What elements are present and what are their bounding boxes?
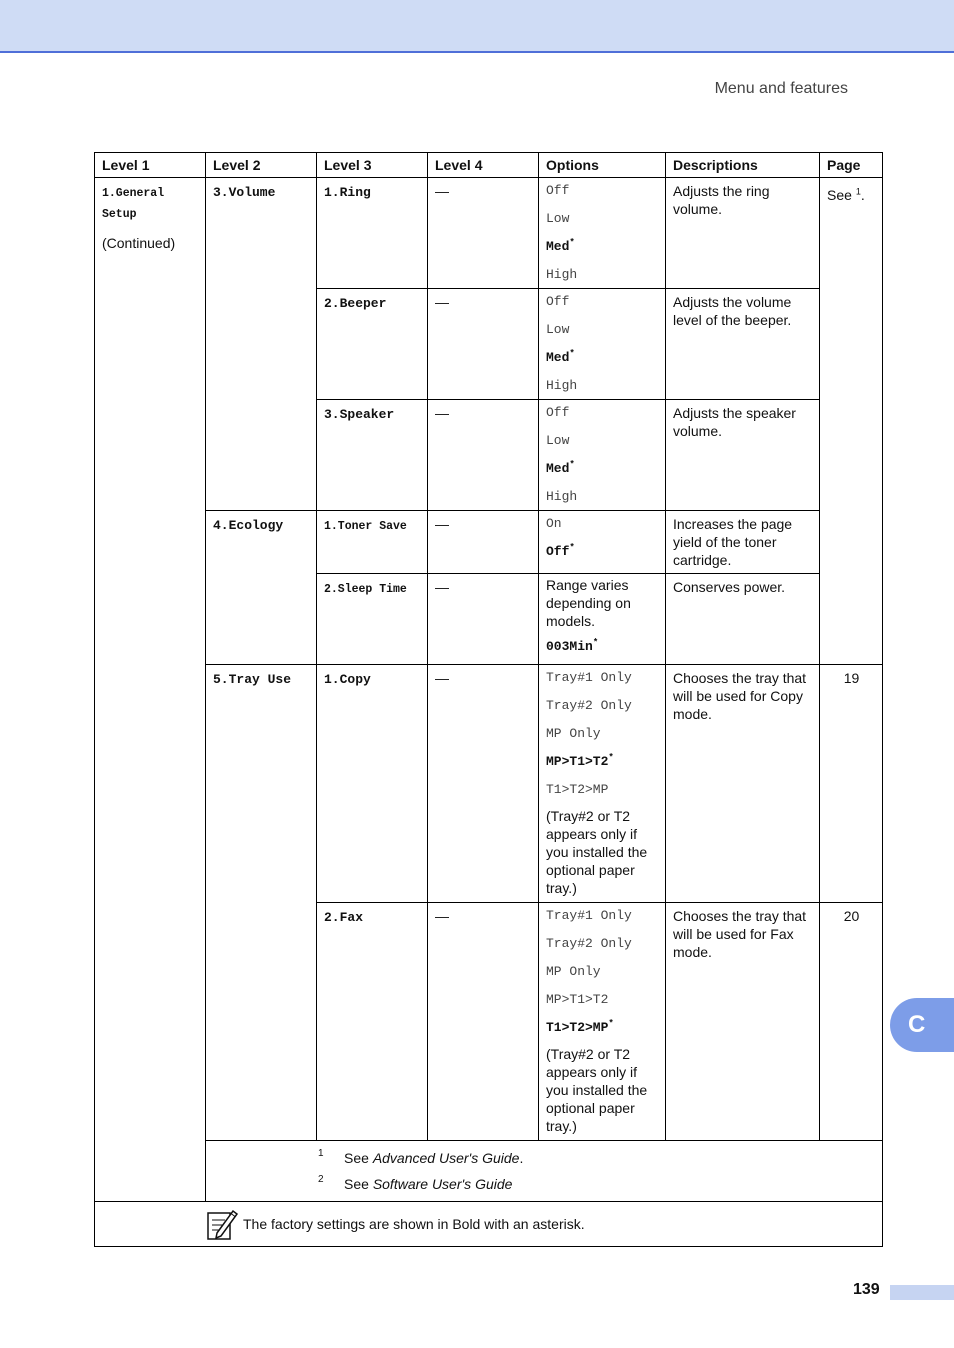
page-cell: 19 [820, 665, 883, 903]
beeper-label: 2.Beeper [324, 296, 387, 311]
header-level3: Level 3 [317, 153, 428, 178]
level1-label: 1.General Setup [102, 187, 165, 221]
level4-cell: — [428, 574, 539, 665]
level4-cell: — [428, 903, 539, 1141]
footnote-1: 1 See Advanced User's Guide. [318, 1148, 524, 1166]
header-options: Options [539, 153, 666, 178]
level3-sleep-time [317, 574, 428, 665]
footnote-2: 2 See Software User's Guide [318, 1174, 513, 1192]
ecology-label: 4.Ecology [213, 518, 284, 533]
tray-use-label: 5.Tray Use [213, 672, 292, 687]
sleep-time-label: 2.Sleep Time [324, 583, 407, 596]
options-cell [539, 511, 666, 574]
header-level2: Level 2 [206, 153, 317, 178]
level3-toner-save [317, 511, 428, 574]
fax-label: 2.Fax [324, 910, 364, 925]
option-item: MP Only [546, 964, 601, 979]
level1-cell [95, 178, 206, 1202]
toner-save-label: 1.Toner Save [324, 520, 407, 533]
description-cell: Adjusts the ring volume. [666, 178, 820, 289]
option-item: MP>T1>T2 [546, 992, 609, 1007]
options-cell [539, 665, 666, 903]
option-item: High [546, 489, 578, 504]
description-cell: Adjusts the volume level of the beeper. [666, 289, 820, 400]
page-number: 139 [853, 1281, 880, 1298]
header-page: Page [820, 153, 883, 178]
option-item-default: MP>T1>T2* [546, 752, 614, 769]
option-item: Tray#1 Only [546, 670, 632, 685]
factory-note-text: The factory settings are shown in Bold with an asterisk. [243, 1216, 585, 1232]
option-note: (Tray#2 or T2 appears only if you installed the optional paper tray.) [546, 808, 648, 896]
speaker-label: 3.Speaker [324, 407, 395, 422]
option-note: Range varies depending on models. [546, 577, 631, 629]
header-level1: Level 1 [95, 153, 206, 178]
level4-cell: — [428, 289, 539, 400]
level2-volume [206, 178, 317, 511]
chapter-tab: C [890, 998, 954, 1052]
footnotes-row [95, 1141, 883, 1202]
options-cell [539, 903, 666, 1141]
level4-cell: — [428, 400, 539, 511]
factory-note-row [95, 1202, 883, 1247]
level3-beeper [317, 289, 428, 400]
continued-label: (Continued) [102, 235, 176, 251]
copy-label: 1.Copy [324, 672, 371, 687]
options-cell [539, 289, 666, 400]
option-item: Off [546, 183, 570, 198]
menu-table [94, 152, 883, 1247]
level2-ecology [206, 511, 317, 665]
option-item: T1>T2>MP [546, 782, 609, 797]
note-pencil-icon [205, 1207, 239, 1241]
option-note: (Tray#2 or T2 appears only if you installed the optional paper tray.) [546, 1046, 648, 1134]
header-descriptions: Descriptions [666, 153, 820, 178]
option-item-default: Med* [546, 459, 575, 476]
option-item-default: T1>T2>MP* [546, 1018, 614, 1035]
level3-fax [317, 903, 428, 1141]
level4-cell: — [428, 511, 539, 574]
option-item: Tray#1 Only [546, 908, 632, 923]
level3-speaker [317, 400, 428, 511]
description-cell: Increases the page yield of the toner cartridge. [666, 511, 820, 574]
ring-label: 1.Ring [324, 185, 371, 200]
option-item-default: Off* [546, 542, 575, 559]
option-item: Low [546, 322, 570, 337]
level3-ring [317, 178, 428, 289]
volume-label: 3.Volume [213, 185, 276, 200]
header-level4: Level 4 [428, 153, 539, 178]
option-item: Off [546, 405, 570, 420]
option-item-default: Med* [546, 348, 575, 365]
description-cell: Chooses the tray that will be used for Fax mode. [666, 903, 820, 1141]
level4-cell: — [428, 178, 539, 289]
option-item: Low [546, 433, 570, 448]
option-item: Tray#2 Only [546, 936, 632, 951]
level4-cell: — [428, 665, 539, 903]
description-cell: Conserves power. [666, 574, 820, 665]
factory-note-cell [95, 1202, 883, 1247]
option-item: Tray#2 Only [546, 698, 632, 713]
table-row [95, 178, 883, 289]
level3-copy [317, 665, 428, 903]
description-cell: Adjusts the speaker volume. [666, 400, 820, 511]
option-item: High [546, 267, 578, 282]
option-item: Low [546, 211, 570, 226]
option-item: On [546, 516, 562, 531]
option-item-default: Med* [546, 237, 575, 254]
table-row [95, 511, 883, 574]
option-item: Off [546, 294, 570, 309]
option-item: MP Only [546, 726, 601, 741]
option-item-default: 003Min* [546, 637, 599, 654]
level2-tray-use [206, 665, 317, 1141]
options-cell [539, 400, 666, 511]
table-header-row [95, 153, 883, 178]
header-band [0, 0, 954, 53]
options-cell [539, 178, 666, 289]
running-head: Menu and features [714, 80, 848, 97]
page-cell: 20 [820, 903, 883, 1141]
table-row [95, 665, 883, 903]
page-cell-see: See $^1$. [820, 178, 883, 665]
description-cell: Chooses the tray that will be used for Copy mode. [666, 665, 820, 903]
option-item: High [546, 378, 578, 393]
page-number-bar [890, 1285, 954, 1300]
footnotes-cell [206, 1141, 883, 1202]
options-cell [539, 574, 666, 665]
